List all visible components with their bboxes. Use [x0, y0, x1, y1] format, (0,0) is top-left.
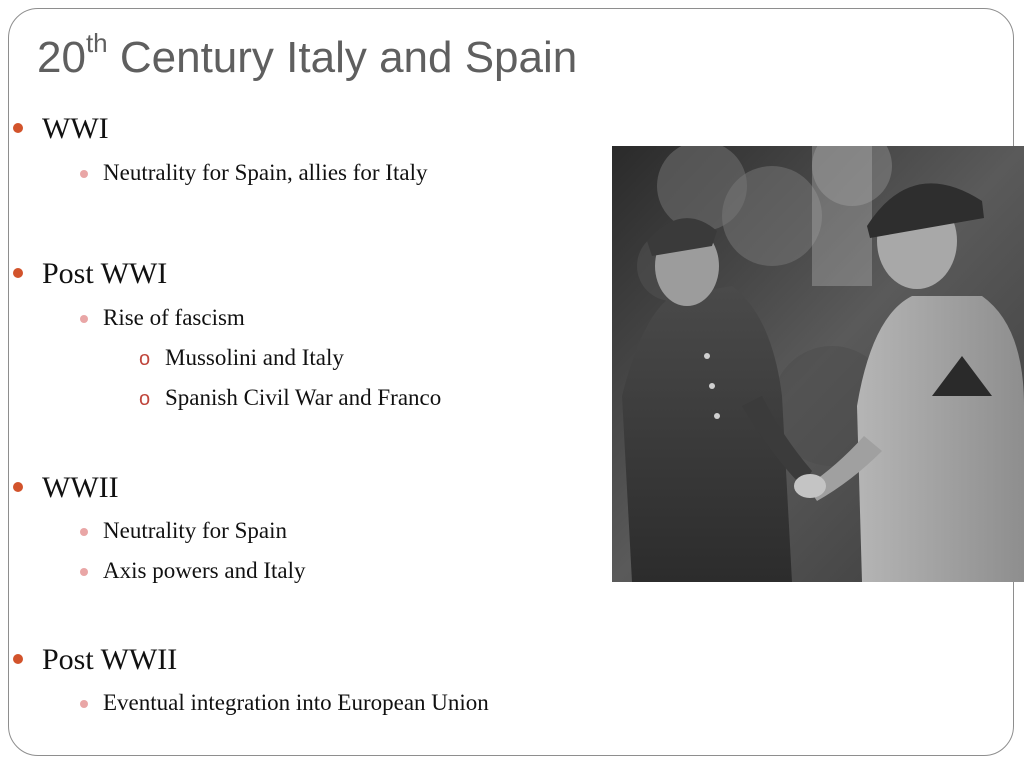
bullet-rise-of-fascism: Rise of fascism [103, 305, 245, 330]
bullet-wwii: WWII [42, 471, 119, 504]
bullet-spanish-civil-war: Spanish Civil War and Franco [165, 385, 442, 410]
level2-bullet [80, 170, 88, 178]
level1-bullet [13, 123, 23, 133]
bullet-post-wwi: Post WWI [42, 257, 168, 290]
bullet-mussolini: Mussolini and Italy [165, 345, 344, 370]
level1-bullet [13, 268, 23, 278]
level2-bullet [80, 528, 88, 536]
level1-bullet [13, 482, 23, 492]
bullet-wwi-neutrality: Neutrality for Spain, allies for Italy [103, 160, 428, 185]
bullet-european-union: Eventual integration into European Union [103, 690, 489, 715]
level2-bullet [80, 315, 88, 323]
slide-title: 20th Century Italy and Spain [37, 28, 578, 82]
bullet-wwi: WWI [42, 112, 109, 145]
level1-bullet [13, 654, 23, 664]
level2-bullet [80, 700, 88, 708]
bullet-post-wwii: Post WWII [42, 643, 178, 676]
level3-marker: o [139, 348, 151, 370]
bullet-axis-powers: Axis powers and Italy [103, 558, 306, 583]
bullet-wwii-neutrality: Neutrality for Spain [103, 518, 287, 543]
historical-photo [612, 146, 1024, 582]
level3-marker: o [139, 388, 151, 410]
level2-bullet [80, 568, 88, 576]
